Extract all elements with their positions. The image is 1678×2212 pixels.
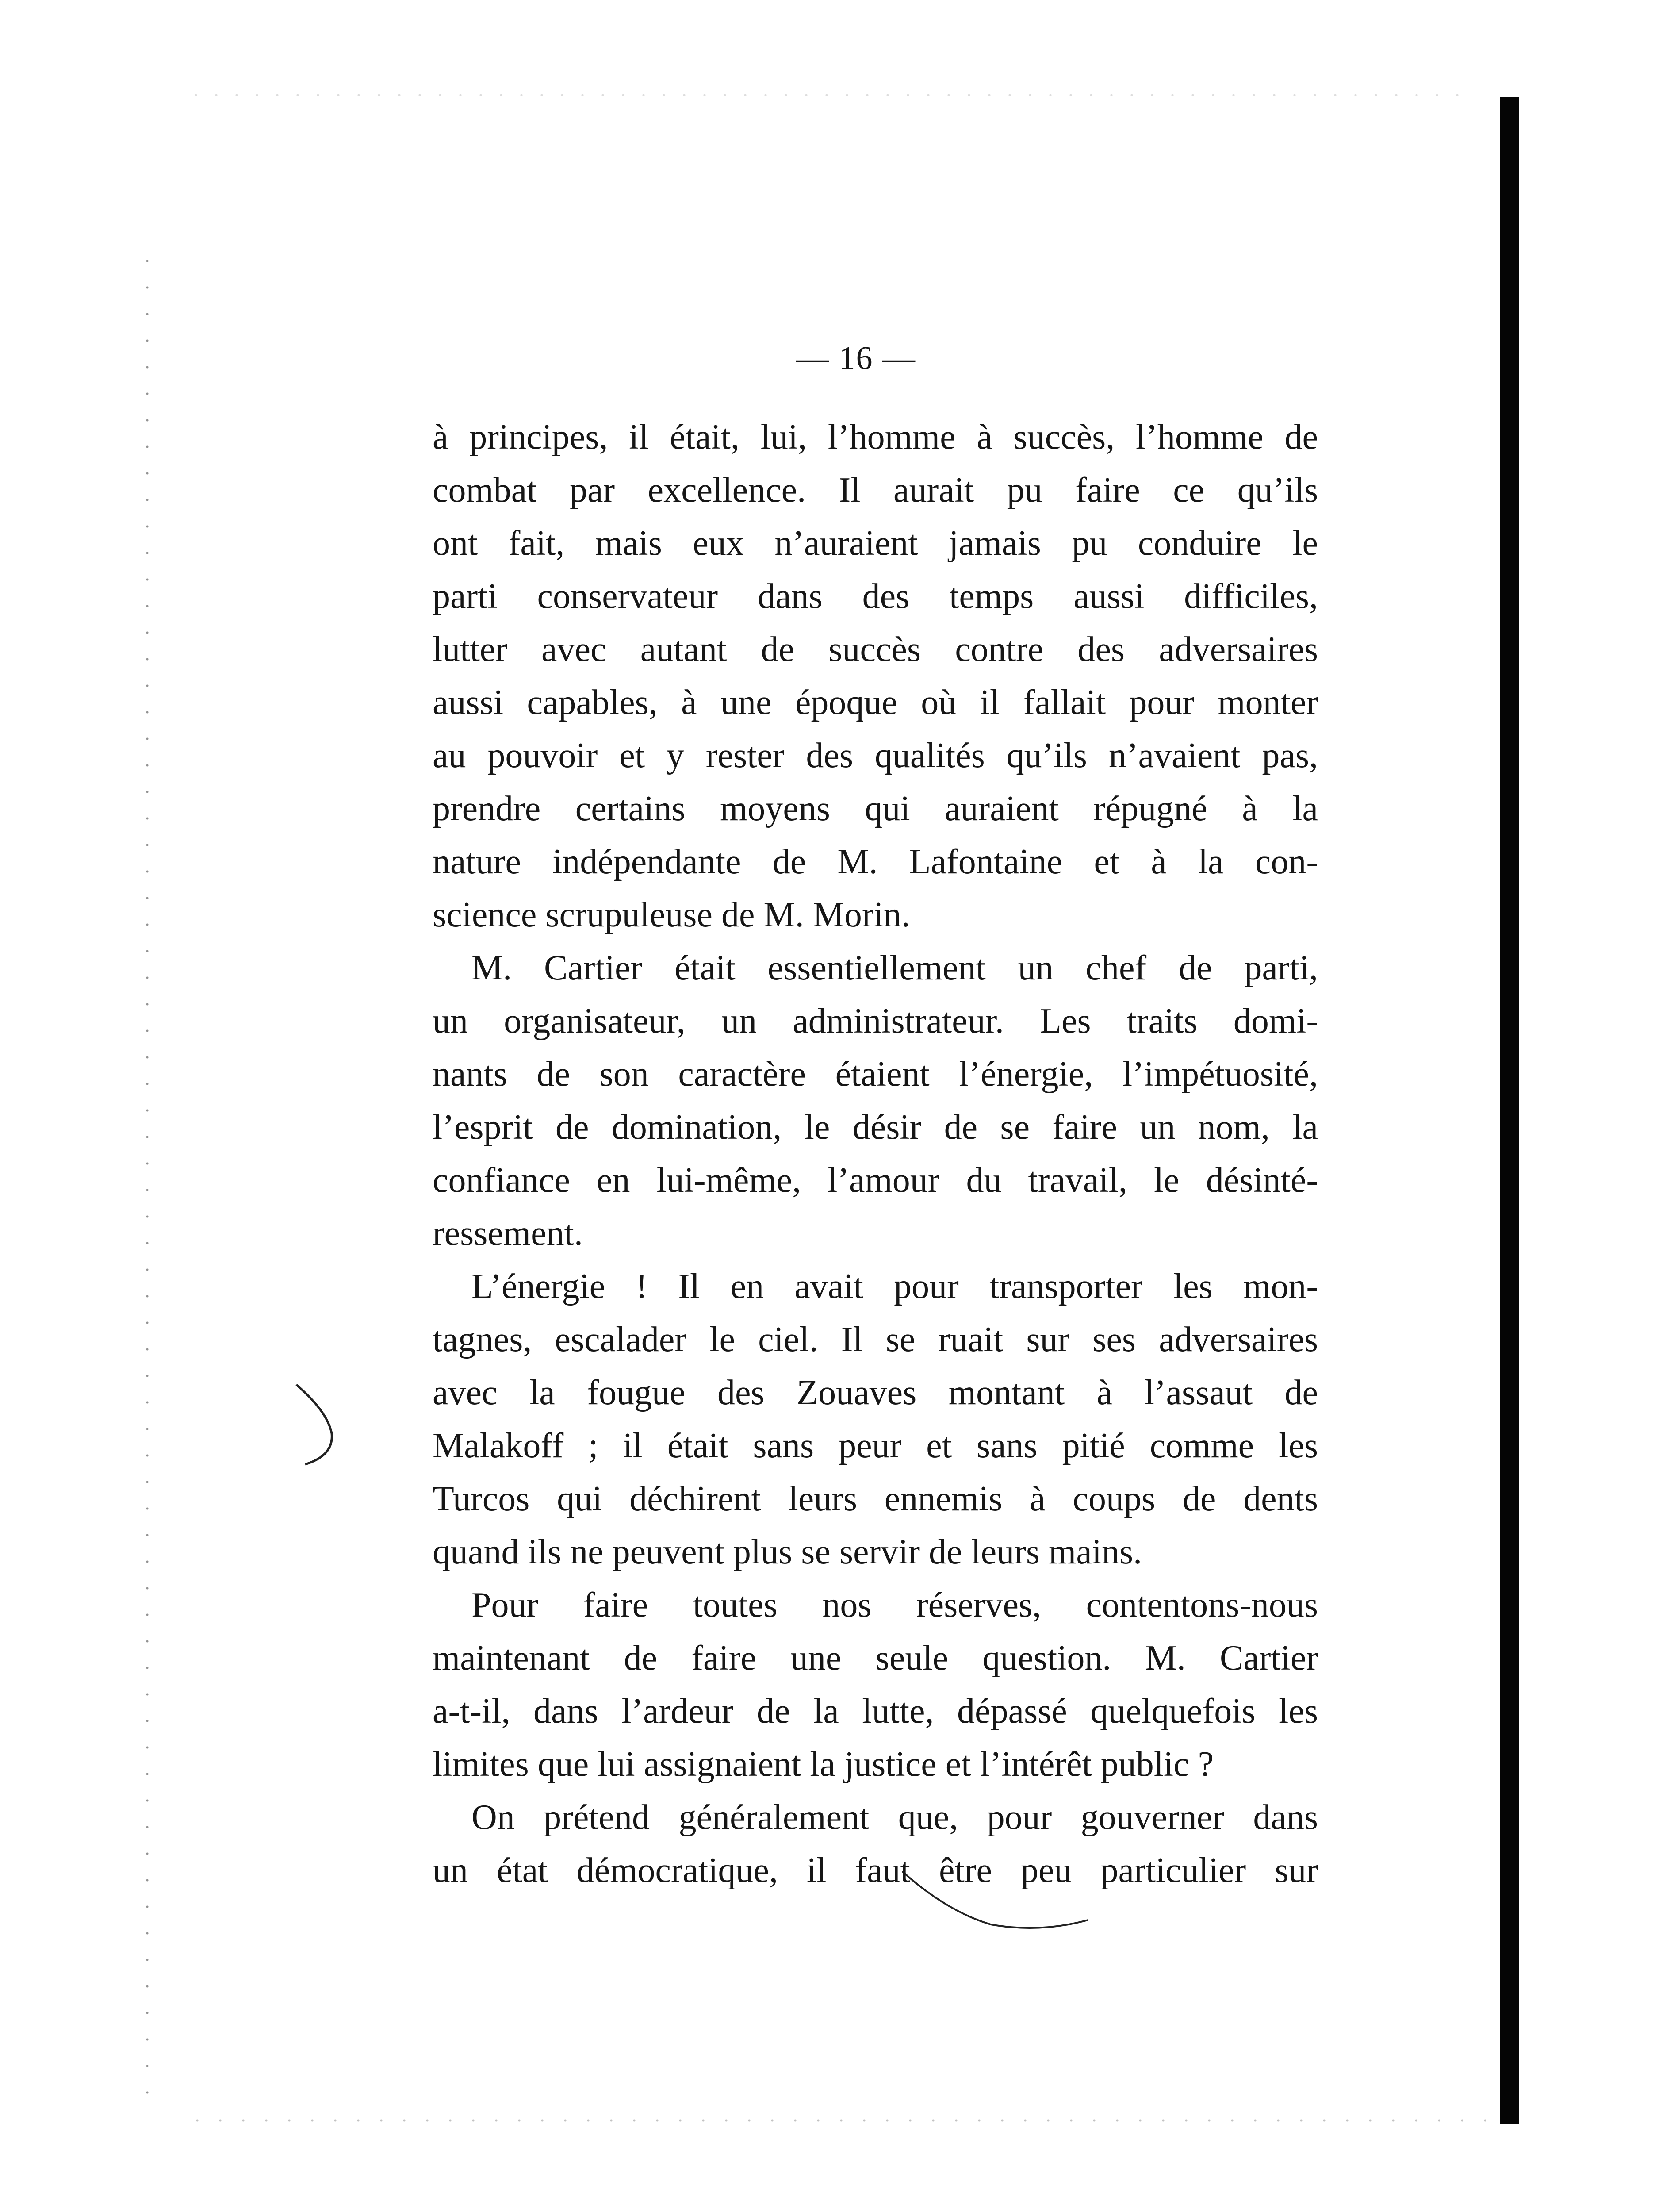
paragraph [433,1791,1318,1897]
paragraph [433,1578,1318,1791]
text-line: Pour faire toutes nos réserves, contentons-nous [471,1586,1318,1624]
text-line: ont fait, mais eux n’auraient jamais pu conduire le [433,524,1318,563]
text-line: au pouvoir et y rester des qualités qu’ils n’avaient pas, [433,736,1318,775]
paragraph [433,941,1318,1260]
text-line: Malakoff ; il était sans peur et sans pitié comme les [433,1426,1318,1465]
text-line: ressement. [433,1214,583,1253]
text-line: maintenant de faire une seule question. M. Cartier [433,1639,1318,1678]
text-line: limites que lui assignaient la justice et l’intérêt public ? [433,1745,1214,1784]
text-line: un état démocratique, il faut être peu particulier sur [433,1851,1318,1890]
text-line: prendre certains moyens qui auraient répugné à la [433,789,1318,828]
text-line: nants de son caractère étaient l’énergie, l’impétuosité, [433,1055,1318,1094]
scan-speckle-left [146,248,149,2106]
text-line: lutter avec autant de succès contre des adversaires [433,630,1318,669]
text-line: un organisateur, un administrateur. Les traits domi- [433,1002,1318,1041]
scan-speckle-top [186,94,1468,96]
text-line: quand ils ne peuvent plus se servir de leurs mains. [433,1532,1142,1571]
text-line: aussi capables, à une époque où il fallait pour monter [433,683,1318,722]
paragraph [433,411,1318,941]
text-line: Turcos qui déchirent leurs ennemis à coups de dents [433,1479,1318,1518]
paragraph [433,1260,1318,1578]
scan-binding-edge [1500,97,1519,2124]
scan-speckle-bottom [186,2119,1495,2122]
text-line: L’énergie ! Il en avait pour transporter les mon- [471,1267,1318,1306]
text-line: combat par excellence. Il aurait pu faire ce qu’ils [433,471,1318,510]
text-line: à principes, il était, lui, l’homme à succès, l’homme de [433,418,1318,457]
text-line: a-t-il, dans l’ardeur de la lutte, dépassé quelquefois les [433,1692,1318,1731]
page-number: — 16 — [796,340,916,376]
text-line: l’esprit de domination, le désir de se faire un nom, la [433,1108,1318,1147]
margin-bracket-mark [292,1380,345,1469]
text-line: On prétend généralement que, pour gouverner dans [471,1798,1318,1837]
text-line: parti conservateur dans des temps aussi difficiles, [433,577,1318,616]
body-text [433,411,1318,1897]
text-line: tagnes, escalader le ciel. Il se ruait sur ses adversaires [433,1320,1318,1359]
text-line: confiance en lui-même, l’amour du travail, le désinté- [433,1161,1318,1200]
text-line: M. Cartier était essentiellement un chef de parti, [471,949,1318,987]
text-line: avec la fougue des Zouaves montant à l’assaut de [433,1373,1318,1412]
text-line: nature indépendante de M. Lafontaine et à la con- [433,842,1318,881]
text-line: science scrupuleuse de M. Morin. [433,895,910,934]
